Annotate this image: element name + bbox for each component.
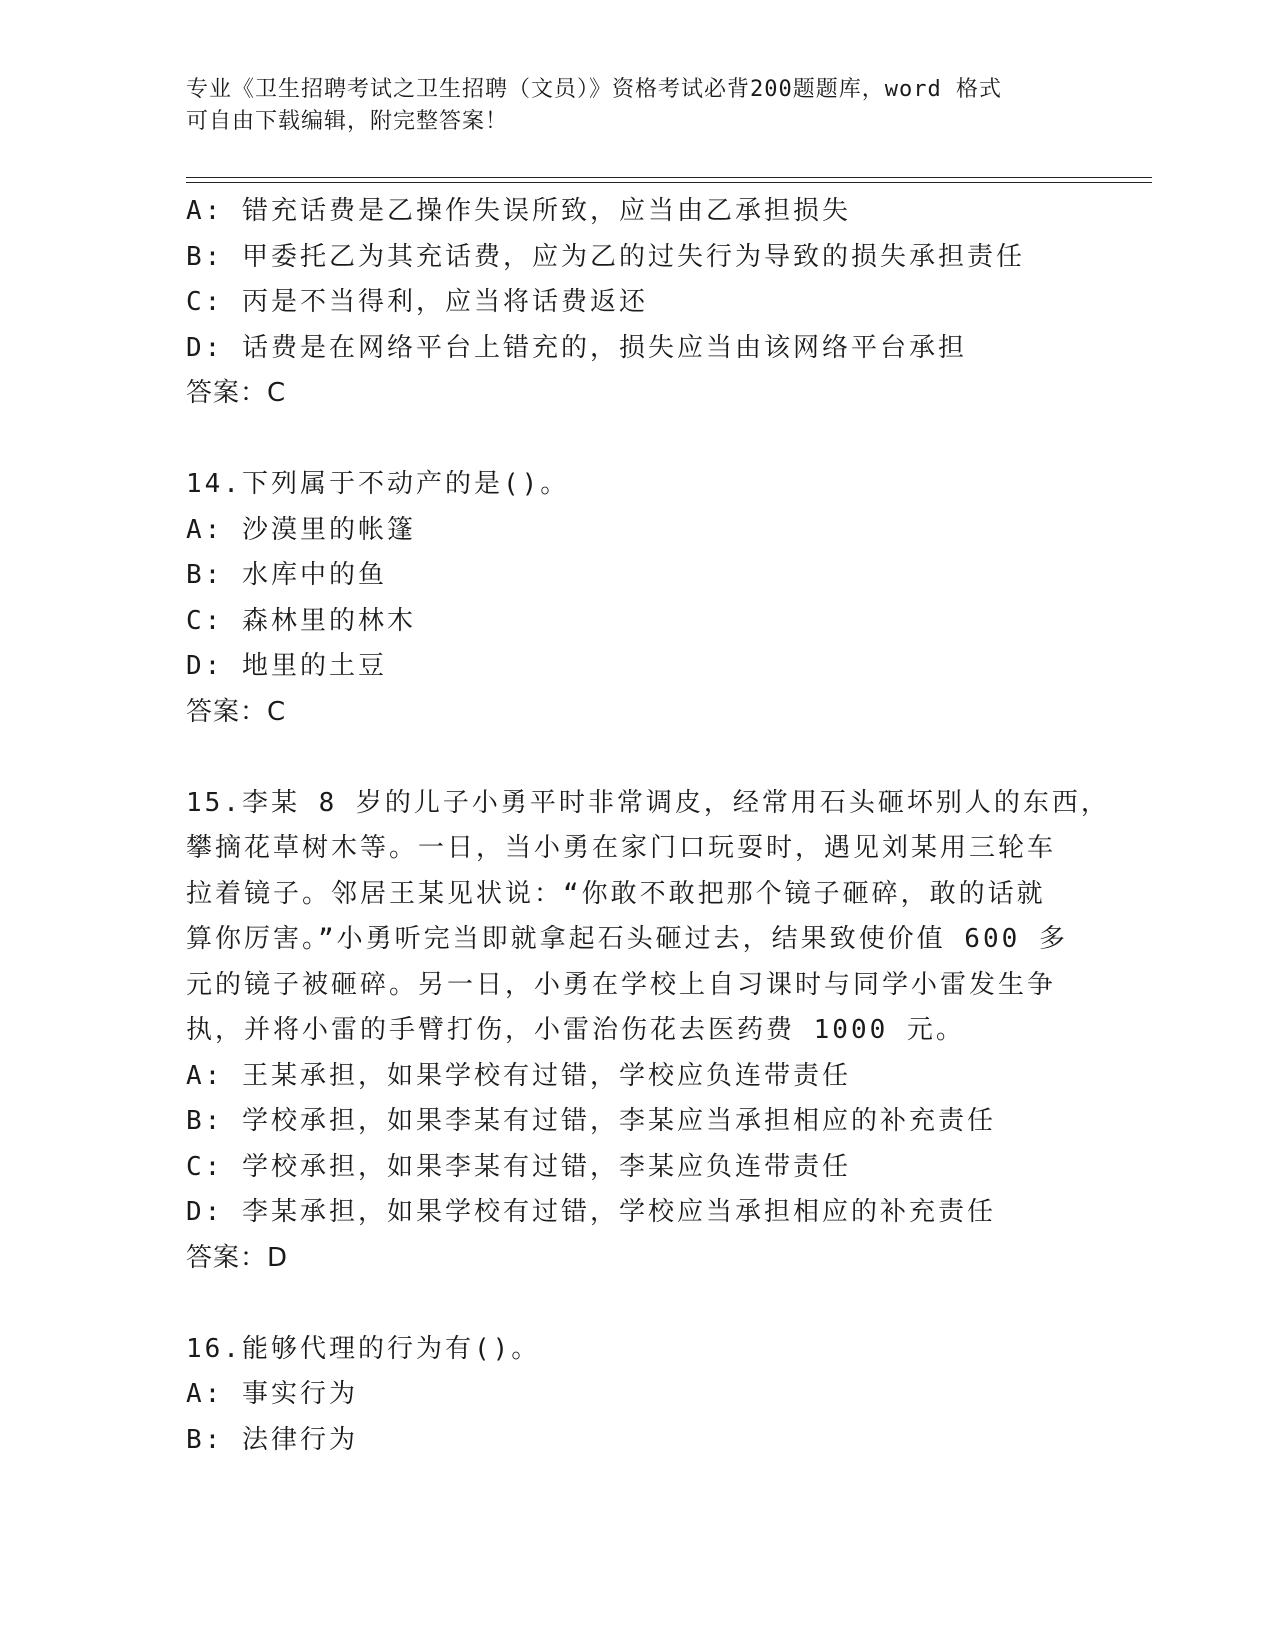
option-a: A: 沙漠里的帐篷 bbox=[186, 514, 416, 545]
question-15 bbox=[186, 781, 1110, 1282]
question-stem-line: 15.李某 8 岁的儿子小勇平时非常调皮，经常用石头砸坏别人的东西， bbox=[186, 787, 1110, 818]
question-stem-line: 元的镜子被砸碎。另一日，小勇在学校上自习课时与同学小雷发生争 bbox=[186, 969, 1057, 1000]
answer: 答案：C bbox=[186, 696, 287, 727]
question-13 bbox=[186, 189, 1086, 417]
answer: 答案：D bbox=[186, 1242, 289, 1273]
answer: 答案：C bbox=[186, 378, 287, 408]
question-16 bbox=[186, 1327, 1086, 1464]
header-line-1: 专业《卫生招聘考试之卫生招聘（文员）》资格考试必背200题题库，word 格式 bbox=[186, 77, 1002, 102]
question-stem-line: 拉着镜子。邻居王某见状说：“你敢不敢把那个镜子砸碎，敢的话就 bbox=[186, 878, 1046, 909]
option-a: A: 事实行为 bbox=[186, 1379, 358, 1409]
option-b: B: 学校承担，如果李某有过错，李某应当承担相应的补充责任 bbox=[186, 1106, 996, 1136]
option-c: C: 森林里的林木 bbox=[186, 605, 416, 636]
header-rule-top bbox=[186, 177, 1152, 178]
option-c: C: 丙是不当得利，应当将话费返还 bbox=[186, 287, 648, 317]
option-b: B: 水库中的鱼 bbox=[186, 560, 387, 590]
question-stem-line: 算你厉害。”小勇听完当即就拿起石头砸过去，结果致使价值 600 多 bbox=[186, 924, 1068, 954]
question-list bbox=[186, 189, 1110, 1463]
option-d: D: 地里的土豆 bbox=[186, 651, 387, 681]
spacer bbox=[186, 735, 1086, 781]
option-b: B: 甲委托乙为其充话费，应为乙的过失行为导致的损失承担责任 bbox=[186, 241, 1025, 272]
spacer bbox=[186, 1281, 1086, 1327]
question-14 bbox=[186, 462, 1086, 735]
option-c: C: 学校承担，如果李某有过错，李某应负连带责任 bbox=[186, 1151, 851, 1182]
option-a: A: 王某承担，如果学校有过错，学校应负连带责任 bbox=[186, 1060, 851, 1091]
spacer bbox=[186, 417, 1086, 463]
question-stem: 16.能够代理的行为有()。 bbox=[186, 1333, 541, 1364]
question-stem: 14.下列属于不动产的是()。 bbox=[186, 469, 570, 499]
option-b: B: 法律行为 bbox=[186, 1424, 358, 1455]
option-d: D: 话费是在网络平台上错充的，损失应当由该网络平台承担 bbox=[186, 332, 967, 363]
header-rule-bottom bbox=[186, 182, 1152, 183]
question-stem-line: 执，并将小雷的手臂打伤，小雷治伤花去医药费 1000 元。 bbox=[186, 1015, 965, 1045]
question-stem-line: 攀摘花草树木等。一日，当小勇在家门口玩耍时，遇见刘某用三轮车 bbox=[186, 833, 1057, 863]
document-header bbox=[186, 74, 1066, 138]
header-line-2: 可自由下载编辑，附完整答案！ bbox=[186, 109, 509, 134]
option-d: D: 李某承担，如果学校有过错，学校应当承担相应的补充责任 bbox=[186, 1197, 996, 1227]
option-a: A: 错充话费是乙操作失误所致，应当由乙承担损失 bbox=[186, 196, 851, 226]
